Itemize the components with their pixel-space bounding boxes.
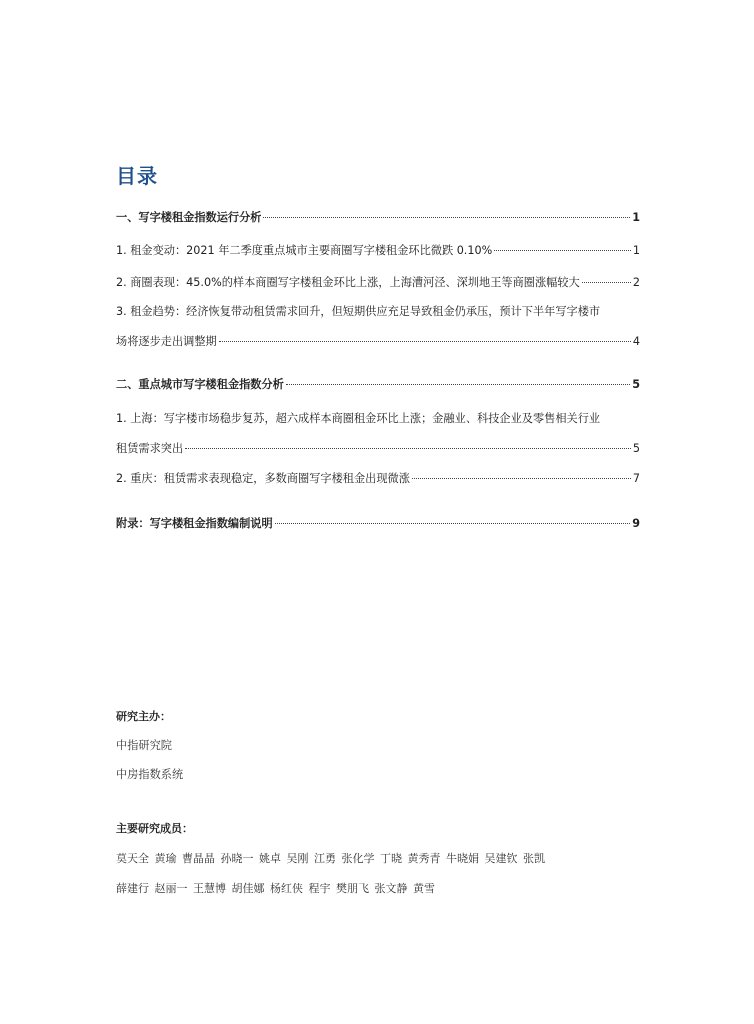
toc-entry-appendix[interactable] xyxy=(116,515,640,533)
toc-entry-rent-change[interactable] xyxy=(116,242,640,260)
toc-entry-chongqing[interactable] xyxy=(116,470,640,488)
toc-title: 目录 xyxy=(116,164,158,188)
toc-dot-leader xyxy=(494,250,631,251)
toc-entry-label: 一、写字楼租金指数运行分析 xyxy=(116,211,262,224)
toc-entry-rent-trend[interactable] xyxy=(116,333,640,351)
toc-entry-label: 附录：写字楼租金指数编制说明 xyxy=(116,517,273,530)
toc-page-number: 2 xyxy=(632,276,640,289)
toc-page-number: 7 xyxy=(632,472,640,485)
toc-dot-leader xyxy=(286,384,630,385)
toc-entry-rent-trend-line1[interactable]: 3. 租金趋势：经济恢复带动租赁需求回升，但短期供应充足导致租金仍承压，预计下半年写字楼市 xyxy=(116,305,601,318)
toc-entry-shanghai-line1[interactable]: 1. 上海：写字楼市场稳步复苏，超六成样本商圈租金环比上涨；金融业、科技企业及零售相关行业 xyxy=(116,412,601,425)
toc-entry-part-one[interactable] xyxy=(116,209,640,227)
toc-page-number: 4 xyxy=(632,335,640,348)
toc-dot-leader xyxy=(263,217,630,218)
sponsor-heading: 研究主办： xyxy=(116,710,171,723)
toc-dot-leader xyxy=(412,478,631,479)
sponsor-org: 中房指数系统 xyxy=(116,768,184,781)
toc-page-number: 5 xyxy=(632,378,640,391)
members-list-line: 薛建行 赵丽一 王慧博 胡佳娜 杨红侠 程宇 樊朋飞 张文静 黄雪 xyxy=(116,882,435,895)
members-heading: 主要研究成员： xyxy=(116,822,193,835)
toc-page-number: 9 xyxy=(632,517,640,530)
toc-entry-label: 租赁需求突出 xyxy=(116,442,184,455)
toc-entry-label: 场将逐步走出调整期 xyxy=(116,335,217,348)
toc-entry-shanghai[interactable] xyxy=(116,440,640,458)
toc-entry-label: 二、重点城市写字楼租金指数分析 xyxy=(116,378,284,391)
toc-dot-leader xyxy=(219,341,631,342)
toc-page-number: 5 xyxy=(632,442,640,455)
sponsor-org: 中指研究院 xyxy=(116,739,172,752)
toc-dot-leader xyxy=(582,282,631,283)
toc-dot-leader xyxy=(275,523,631,524)
toc-entry-part-two[interactable] xyxy=(116,376,640,394)
members-list-line: 莫天全 黄瑜 曹晶晶 孙晓一 姚卓 吴刚 江勇 张化学 丁晓 黄秀青 牛晓娟 吴建钦 张凯 xyxy=(116,852,545,865)
toc-entry-business-district[interactable] xyxy=(116,274,640,292)
toc-page-number: 1 xyxy=(632,211,640,224)
toc-entry-label: 2. 商圈表现：45.0%的样本商圈写字楼租金环比上涨，上海漕河泾、深圳地王等商圈涨幅较大 xyxy=(116,276,580,289)
toc-dot-leader xyxy=(185,448,631,449)
toc-entry-label: 1. 租金变动：2021 年二季度重点城市主要商圈写字楼租金环比微跌 0.10% xyxy=(116,244,493,257)
toc-entry-label: 2. 重庆：租赁需求表现稳定，多数商圈写字楼租金出现微涨 xyxy=(116,472,410,485)
toc-page-number: 1 xyxy=(632,244,640,257)
